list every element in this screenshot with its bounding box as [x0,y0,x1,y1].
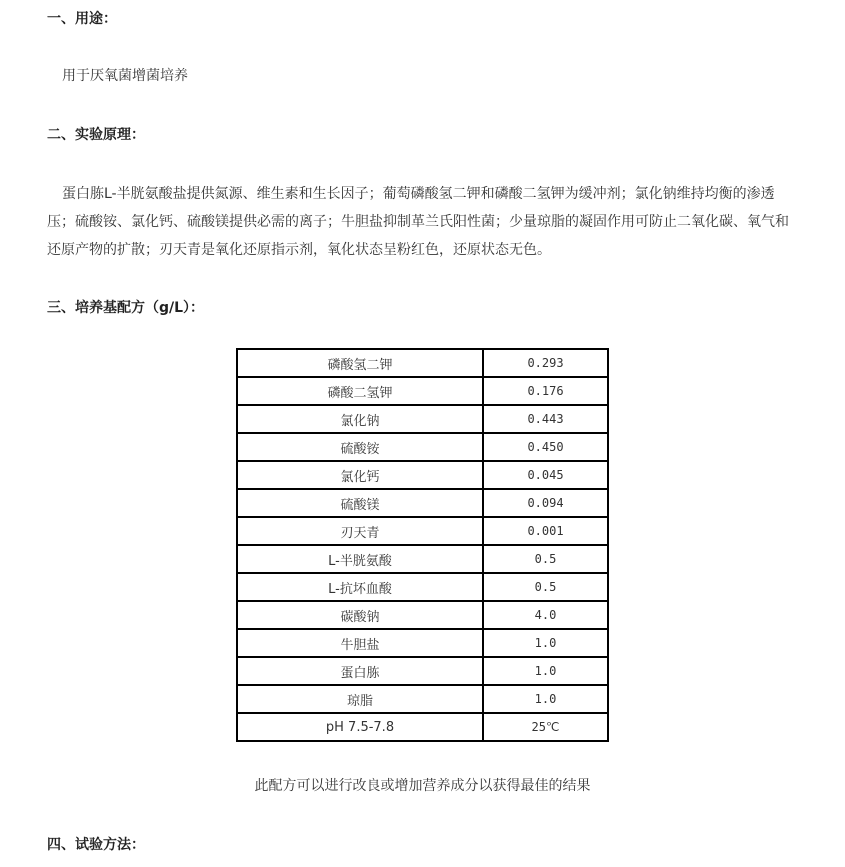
ingredient-name: 琼脂 [237,685,483,713]
table-row [237,601,608,629]
table-row [237,713,608,741]
ingredient-value: 0.450 [483,433,608,461]
table-row [237,433,608,461]
table-row [237,657,608,685]
usage-text: 用于厌氧菌增菌培养 [62,68,188,84]
ingredient-name: L-抗坏血酸 [237,573,483,601]
table-row [237,349,608,377]
principle-text: 蛋白胨L-半胱氨酸盐提供氮源、维生素和生长因子；葡萄磷酸氢二钾和磷酸二氢钾为缓冲剂；氯化钠维持均衡的渗透压；硫酸铵、氯化钙、硫酸镁提供必需的离子；牛胆盐抑制革兰氏阳性菌；少量琼脂的凝固作用可防止二氧化碳、氧气和还原产物的扩散；刃天青是氧化还原指示剂，氧化状态呈粉红色，还原状态无色。 [47,186,789,258]
section-heading-method: 四、试验方法： [47,837,145,853]
ingredient-name: 氯化钙 [237,461,483,489]
ingredient-name: 磷酸二氢钾 [237,377,483,405]
table-row [237,685,608,713]
ingredient-value: 4.0 [483,601,608,629]
ingredient-name: 碳酸钠 [237,601,483,629]
ingredient-value: 0.5 [483,573,608,601]
section-heading-formula: 三、培养基配方（g/L）： [47,300,205,316]
ingredient-name: 蛋白胨 [237,657,483,685]
table-note: 此配方可以进行改良或增加营养成分以获得最佳的结果 [254,778,591,794]
ingredient-name: 硫酸铵 [237,433,483,461]
ingredient-name: 磷酸氢二钾 [237,349,483,377]
ingredient-name: L-半胱氨酸 [237,545,483,573]
table-row [237,629,608,657]
temperature-value: 25℃ [483,713,608,741]
ingredient-value: 0.001 [483,517,608,545]
ingredient-name: 硫酸镁 [237,489,483,517]
ingredient-value: 0.443 [483,405,608,433]
ingredient-name: 氯化钠 [237,405,483,433]
ingredient-value: 0.176 [483,377,608,405]
ingredient-value: 0.094 [483,489,608,517]
ingredient-value: 0.5 [483,545,608,573]
table-row [237,461,608,489]
section-heading-usage: 一、用途： [47,11,117,27]
ingredient-value: 0.045 [483,461,608,489]
formula-table [236,348,609,742]
table-row [237,377,608,405]
table-row [237,545,608,573]
ingredient-value: 0.293 [483,349,608,377]
ph-range: pH 7.5-7.8 [237,713,483,741]
table-row [237,405,608,433]
ingredient-name: 刃天青 [237,517,483,545]
ingredient-value: 1.0 [483,685,608,713]
ingredient-name: 牛胆盐 [237,629,483,657]
ingredient-value: 1.0 [483,657,608,685]
ingredient-value: 1.0 [483,629,608,657]
section-heading-principle: 二、实验原理： [47,127,145,143]
table-row [237,573,608,601]
table-row [237,489,608,517]
table-row [237,517,608,545]
